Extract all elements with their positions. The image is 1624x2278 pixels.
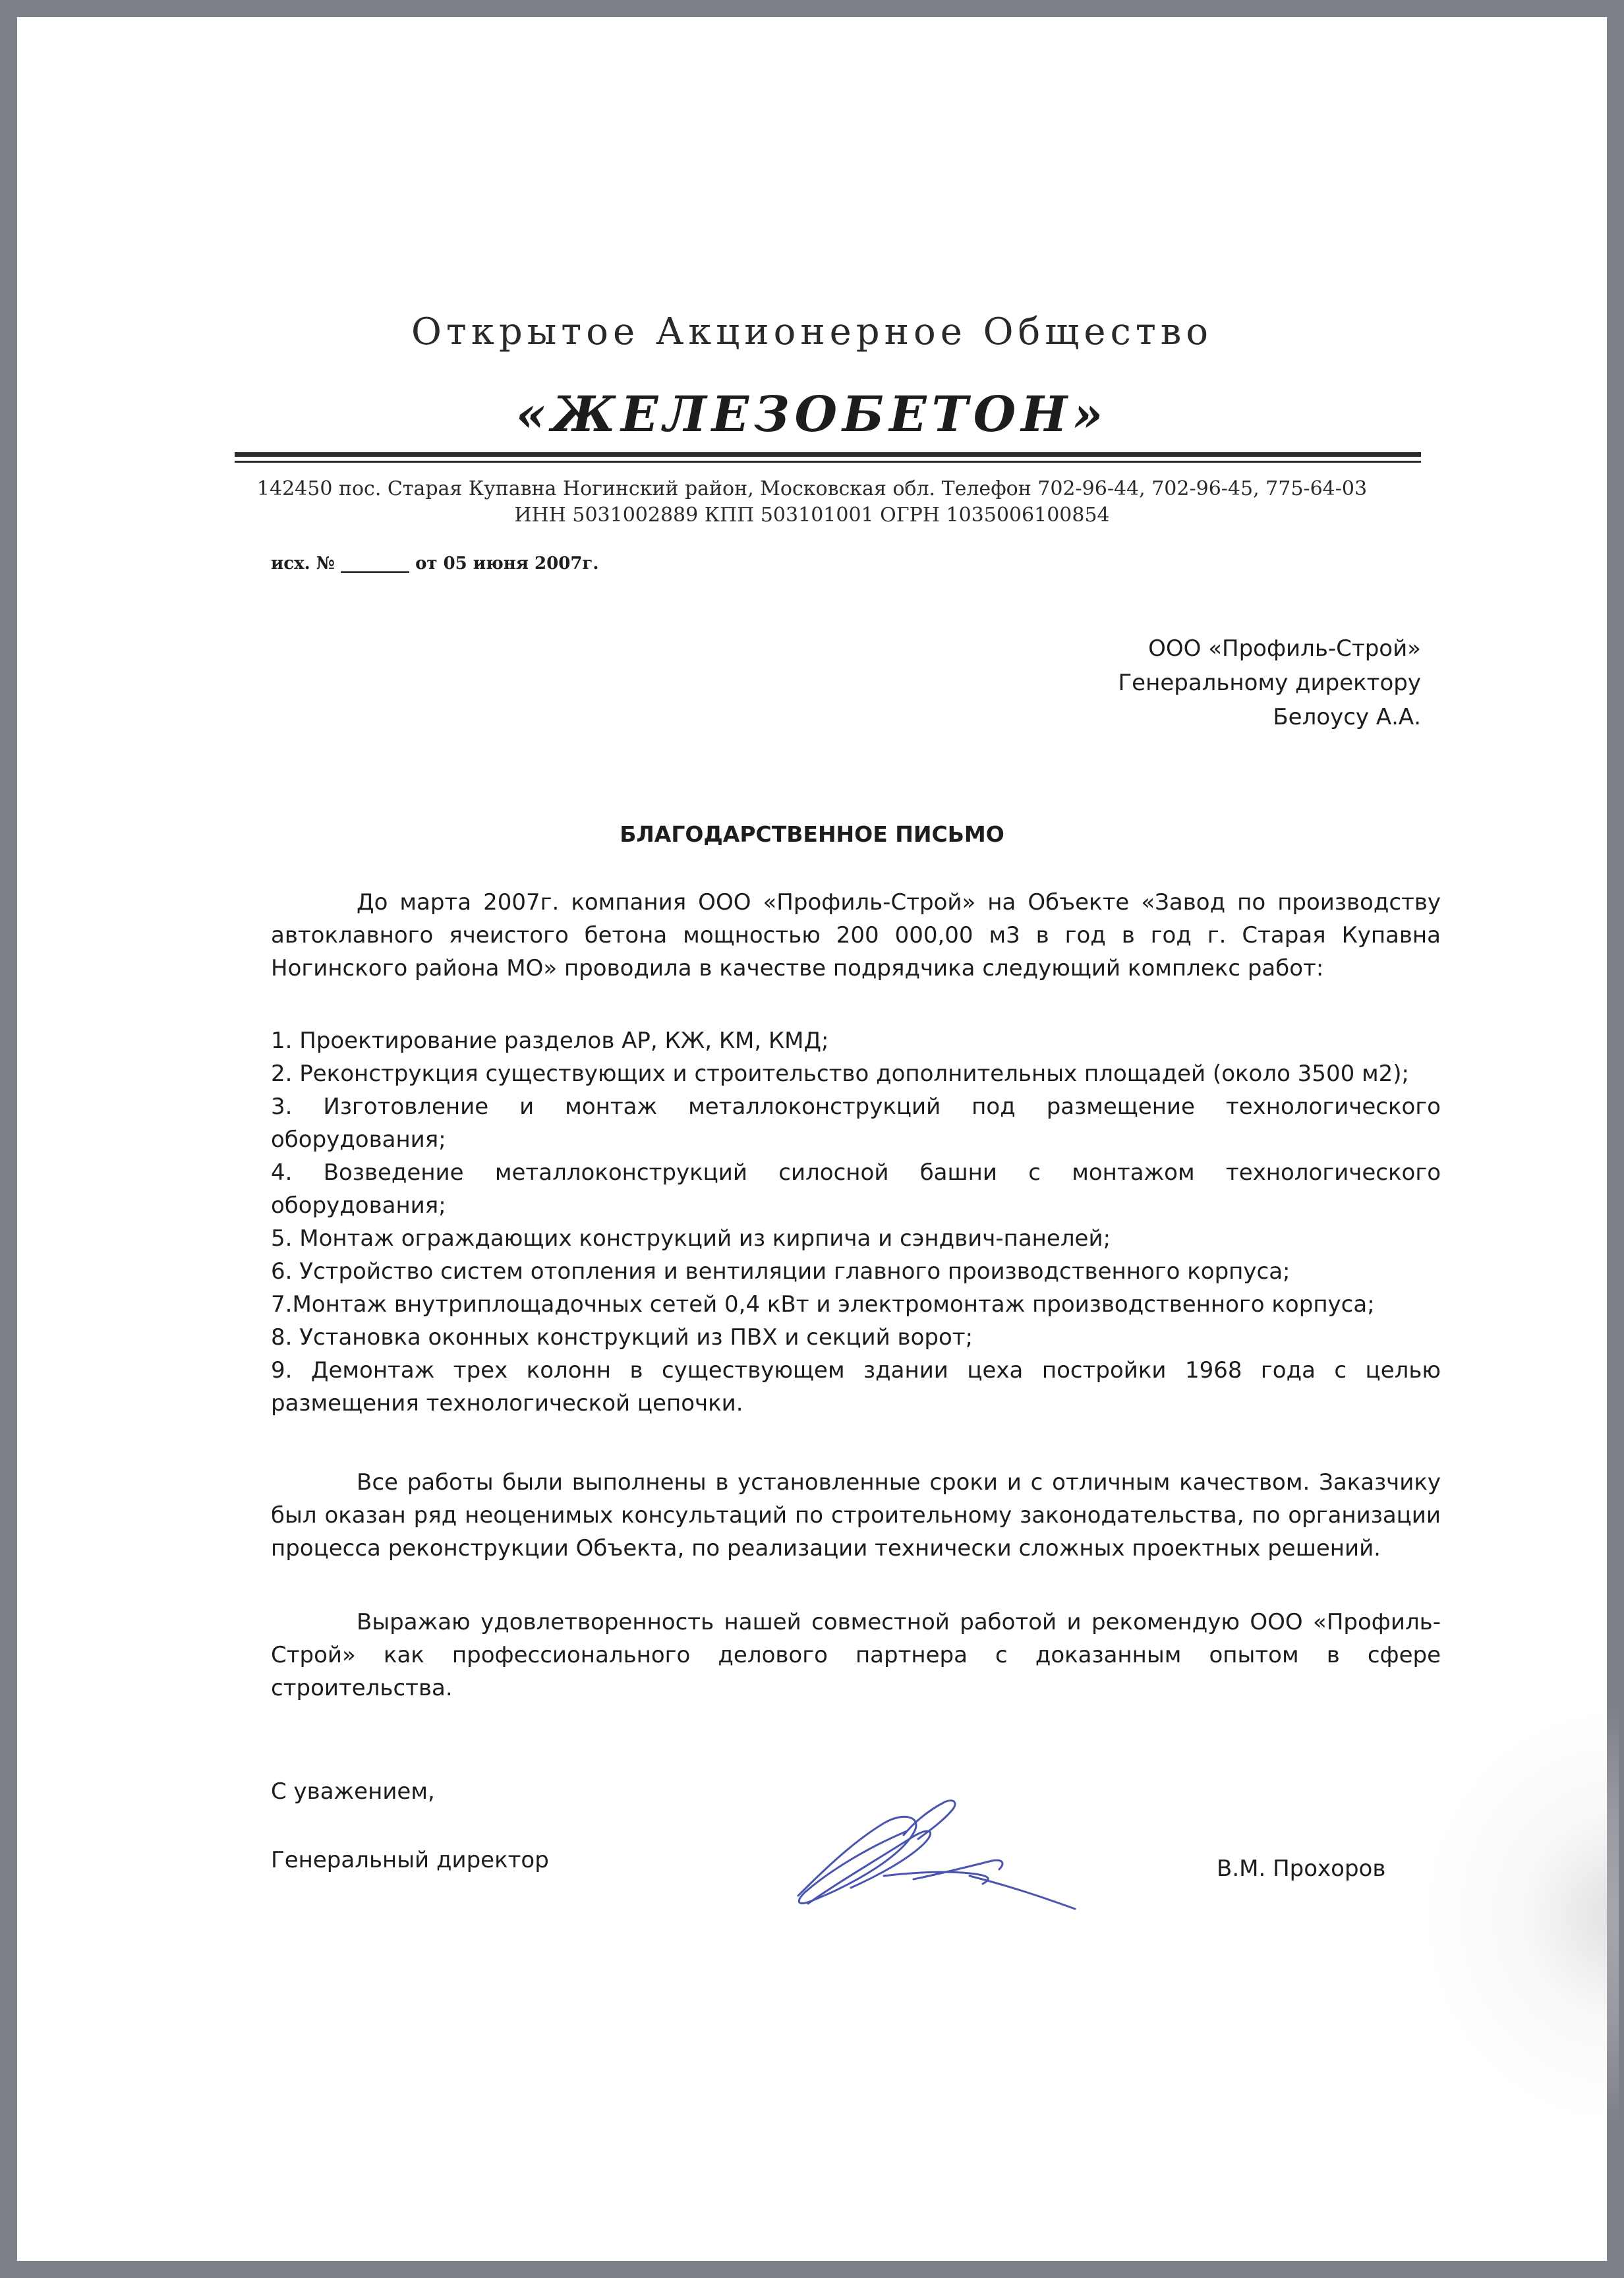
paper-curl-shadow [1421, 1705, 1619, 2126]
closing-regards: С уважением, [271, 1778, 435, 1805]
conclusion-paragraph: Все работы были выполнены в установленные сроки и с отличным качеством. Заказчику был оказан ряд неоценимых консультаций по строительному законодательства, по организации процесса реконструкции Объекта, по реализации технически сложных проектных решений. [271, 1469, 1441, 1562]
work-item: 9. Демонтаж трех колонн в существующем здании цеха постройки 1968 года с целью размещения технологической цепочки. [271, 1357, 1441, 1416]
work-item: 6. Устройство систем отопления и вентиляции главного производственного корпуса; [271, 1258, 1290, 1285]
organization-name: «ЖЕЛЕЗОБЕТОН» [515, 386, 1109, 443]
work-item: 5. Монтаж ограждающих конструкций из кирпича и сэндвич-панелей; [271, 1225, 1111, 1252]
addressee-company: ООО «Профиль-Строй» [1148, 635, 1421, 662]
work-item: 3. Изготовление и монтаж металлоконструкций под размещение технологического оборудования; [271, 1094, 1441, 1153]
work-item: 1. Проектирование разделов АР, КЖ, КМ, КМД; [271, 1028, 829, 1054]
signer-position: Генеральный директор [271, 1847, 549, 1873]
signer-name: В.М. Прохоров [1217, 1855, 1386, 1882]
recommendation-paragraph: Выражаю удовлетворенность нашей совместной работой и рекомендую ООО «Профиль-Строй» как профессионального делового партнера с доказанным опытом в сфере строительства. [271, 1609, 1441, 1701]
intro-paragraph: До марта 2007г. компания ООО «Профиль-Строй» на Объекте «Завод по производству автоклавного ячеистого бетона мощностью 200 000,00 м3 в год в год г. Старая Купавна Ногинского района МО» проводила в качестве подрядчика следующий комплекс работ: [271, 889, 1441, 981]
organization-registration: ИНН 5031002889 КПП 503101001 ОГРН 1035006100854 [514, 504, 1110, 527]
outgoing-reference: исх. № ________ от 05 июня 2007г. [271, 554, 599, 573]
letter-title: БЛАГОДАРСТВЕННОЕ ПИСЬМО [620, 821, 1004, 847]
organization-address: 142450 пос. Старая Купавна Ногинский район, Московская обл. Телефон 702-96-44, 702-96-45, 775-64-03 [256, 477, 1368, 500]
work-list [271, 1024, 1441, 1420]
work-item: 2. Реконструкция существующих и строительство дополнительных площадей (около 3500 м2); [271, 1061, 1410, 1087]
addressee-name: Белоусу А.А. [1273, 704, 1421, 730]
handwritten-signature [772, 1797, 1082, 1922]
addressee-position: Генеральному директору [1118, 670, 1421, 696]
letterhead-rule-thin [235, 461, 1421, 463]
letterhead-rule-thick [235, 452, 1421, 457]
work-item: 4. Возведение металлоконструкций силосной башни с монтажом технологического оборудования; [271, 1159, 1441, 1219]
work-item: 8. Установка оконных конструкций из ПВХ и секций ворот; [271, 1324, 973, 1351]
organization-type: Открытое Акционерное Общество [411, 310, 1213, 353]
work-item: 7.Монтаж внутриплощадочных сетей 0,4 кВт и электромонтаж производственного корпуса; [271, 1291, 1375, 1318]
letter-page [17, 17, 1607, 2261]
